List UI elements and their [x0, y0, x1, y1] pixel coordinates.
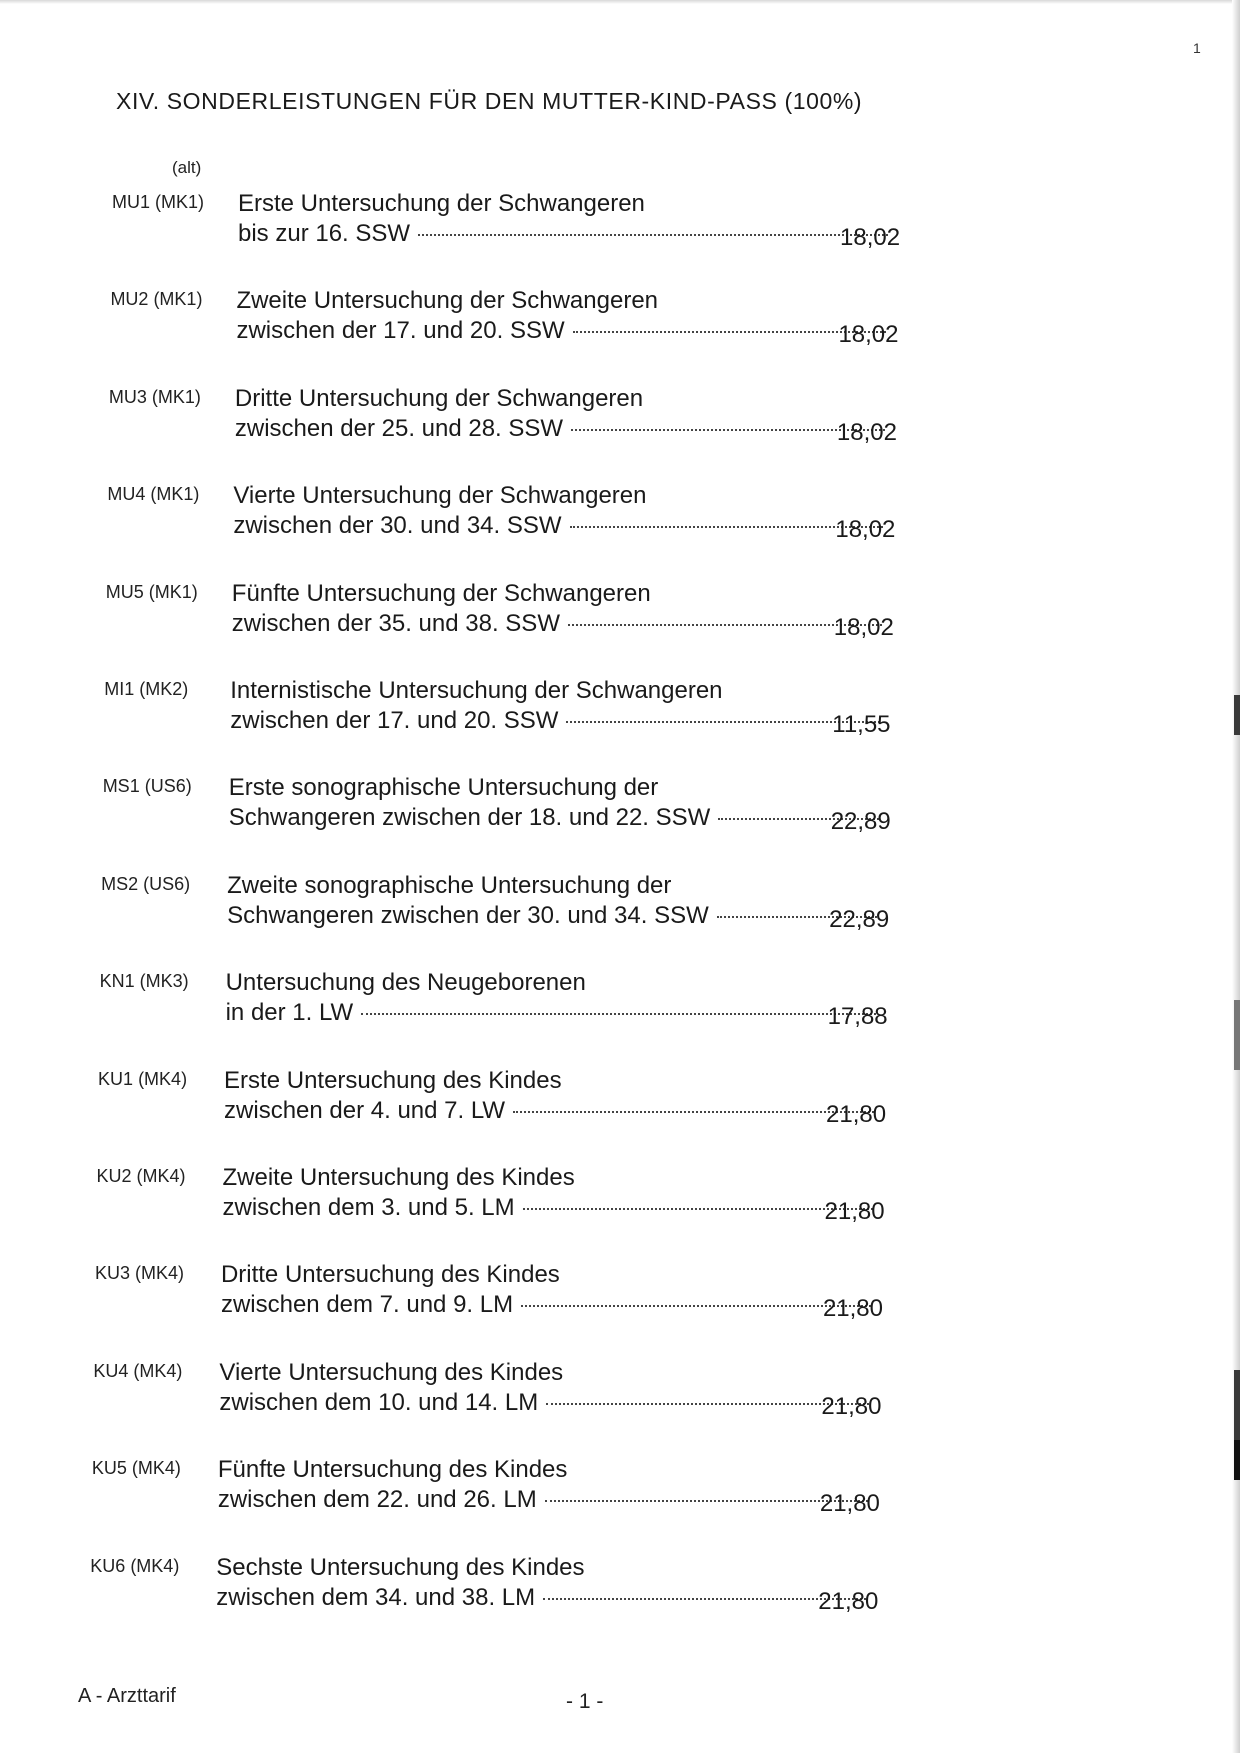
fee-description: Dritte Untersuchung der Schwangeren — [234, 384, 644, 412]
fee-amount: 21,80 — [826, 1100, 887, 1128]
fee-entry — [95, 1261, 1055, 1331]
fee-condition: zwischen der 17. und 20. SSW — [230, 707, 559, 734]
fee-description: Zweite Untersuchung des Kindes — [222, 1164, 575, 1191]
fee-code: KU5 (MK4) — [91, 1458, 181, 1479]
fee-code: MU3 (MK1) — [108, 386, 201, 407]
scan-mark — [1234, 1440, 1240, 1480]
dot-leader — [361, 1013, 875, 1015]
footer-tariff-label: A - Arzttarif — [78, 1685, 176, 1707]
fee-code: MU2 (MK1) — [110, 289, 203, 310]
fee-code: KU3 (MK4) — [94, 1263, 184, 1284]
fee-code: KN1 (MK3) — [99, 971, 189, 992]
fee-entry — [112, 190, 1072, 260]
scan-mark — [1234, 695, 1240, 735]
fee-amount: 17,88 — [827, 1003, 888, 1031]
fee-condition: in der 1. LW — [225, 999, 354, 1027]
fee-description: Fünfte Untersuchung der Schwangeren — [231, 579, 651, 607]
fee-amount: 18,02 — [840, 224, 901, 251]
fee-amount: 21,80 — [821, 1392, 882, 1420]
page-number: - 1 - — [566, 1690, 604, 1713]
dot-leader — [513, 1111, 874, 1113]
fee-code: KU1 (MK4) — [98, 1068, 188, 1089]
fee-condition: zwischen dem 10. und 14. LM — [219, 1388, 539, 1416]
fee-description: Erste Untersuchung des Kindes — [224, 1066, 562, 1094]
old-code-column-hint: (alt) — [172, 158, 202, 177]
scan-edge-right — [1232, 0, 1240, 1753]
fee-condition: zwischen der 35. und 38. SSW — [231, 609, 560, 637]
fee-entry — [97, 1164, 1057, 1234]
fee-amount: 18,02 — [833, 613, 894, 641]
fee-amount: 21,80 — [822, 1295, 883, 1323]
fee-code: KU4 (MK4) — [93, 1360, 183, 1381]
fee-entry — [93, 1359, 1053, 1429]
fee-description-continued — [238, 220, 888, 248]
fee-amount: 22,89 — [829, 905, 890, 933]
fee-condition: zwischen dem 3. und 5. LM — [222, 1194, 515, 1221]
fee-code: KU2 (MK4) — [96, 1166, 186, 1186]
fee-code: MS1 (US6) — [102, 776, 192, 797]
fee-description-continued — [227, 902, 877, 930]
fee-description: Sechste Untersuchung des Kindes — [216, 1553, 585, 1581]
fee-code: MU4 (MK1) — [107, 484, 200, 505]
fee-condition: bis zur 16. SSW — [238, 220, 411, 247]
fee-condition: zwischen der 25. und 28. SSW — [234, 414, 564, 442]
corner-mark: 1 — [1193, 40, 1201, 56]
dot-leader — [418, 234, 888, 236]
fee-condition: zwischen der 4. und 7. LW — [224, 1096, 506, 1124]
fee-description: Erste Untersuchung der Schwangeren — [238, 190, 645, 217]
fee-description-continued — [233, 512, 883, 540]
fee-condition: zwischen der 17. und 20. SSW — [236, 317, 565, 345]
scan-edge-top — [0, 0, 1240, 4]
fee-description-continued — [226, 999, 876, 1027]
fee-condition: Schwangeren zwischen der 30. und 34. SSW — [227, 901, 709, 929]
fee-amount: 11,55 — [832, 711, 891, 738]
fee-condition: zwischen dem 34. und 38. LM — [216, 1583, 536, 1611]
fee-description-continued — [219, 1389, 869, 1417]
fee-entry — [90, 1554, 1050, 1624]
fee-description: Zweite Untersuchung der Schwangeren — [236, 287, 659, 315]
fee-description: Untersuchung des Neugeborenen — [225, 969, 586, 997]
fee-description-continued — [229, 804, 879, 832]
scan-mark — [1234, 1000, 1240, 1070]
fee-entry — [104, 677, 1064, 747]
fee-description: Zweite sonographische Untersuchung der — [227, 871, 672, 899]
fee-description-continued — [230, 707, 880, 735]
fee-description: Erste sonographische Untersuchung der — [228, 774, 659, 802]
fee-amount: 18,02 — [838, 321, 899, 349]
fee-code: MS2 (US6) — [101, 873, 191, 894]
fee-description-continued — [223, 1194, 873, 1222]
fee-description-continued — [216, 1584, 866, 1612]
fee-code: MU5 (MK1) — [105, 581, 198, 602]
fee-description: Fünfte Untersuchung des Kindes — [217, 1456, 568, 1484]
document-title: XIV. SONDERLEISTUNGEN FÜR DEN MUTTER-KIND-PASS (100%) — [116, 88, 863, 114]
fee-entry — [98, 1067, 1058, 1137]
fee-description-continued — [236, 317, 886, 345]
fee-code: MU1 (MK1) — [112, 192, 205, 212]
fee-entry — [100, 969, 1060, 1039]
dot-leader — [523, 1208, 873, 1210]
fee-description: Vierte Untersuchung der Schwangeren — [233, 482, 647, 510]
fee-description: Vierte Untersuchung des Kindes — [219, 1358, 564, 1386]
fee-condition: zwischen dem 7. und 9. LM — [220, 1291, 514, 1319]
fee-entry — [109, 385, 1069, 455]
fee-description-continued — [235, 415, 885, 443]
fee-condition: Schwangeren zwischen der 18. und 22. SSW — [228, 804, 711, 832]
fee-code: MI1 (MK2) — [104, 679, 189, 699]
fee-amount: 18,02 — [836, 418, 897, 446]
fee-amount: 21,80 — [819, 1490, 880, 1518]
fee-amount: 18,02 — [835, 516, 896, 544]
fee-description-continued — [221, 1291, 871, 1319]
fee-description-continued — [232, 610, 882, 638]
fee-entry — [92, 1456, 1052, 1526]
fee-amount: 22,89 — [830, 808, 891, 836]
fee-description-continued — [218, 1486, 868, 1514]
fee-description: Dritte Untersuchung des Kindes — [220, 1261, 560, 1289]
dot-leader — [521, 1305, 871, 1307]
fee-entry — [110, 287, 1070, 357]
fee-description-continued — [224, 1097, 874, 1125]
fee-condition: zwischen dem 22. und 26. LM — [217, 1486, 537, 1514]
fee-condition: zwischen der 30. und 34. SSW — [233, 512, 562, 540]
fee-amount: 21,80 — [824, 1198, 885, 1225]
fee-entry — [106, 580, 1066, 650]
fee-entry — [107, 482, 1067, 552]
fee-code: KU6 (MK4) — [90, 1555, 180, 1576]
fee-entry — [101, 872, 1061, 942]
fee-amount: 21,80 — [818, 1587, 879, 1615]
fee-description: Internistische Untersuchung der Schwangeren — [230, 677, 723, 704]
fee-entry — [103, 774, 1063, 844]
